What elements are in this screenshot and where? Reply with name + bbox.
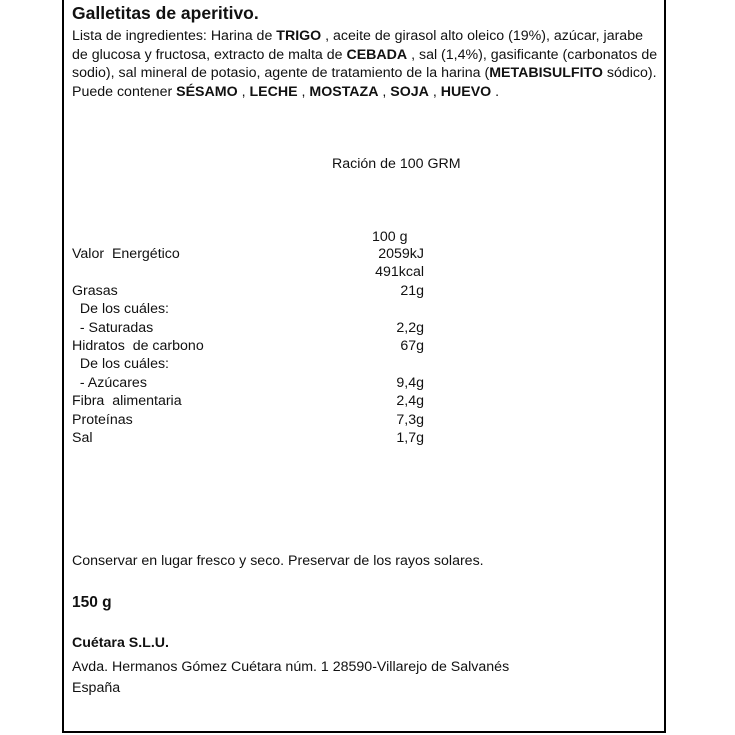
- nutrient-value: 2059kJ: [378, 246, 424, 262]
- allergen: MOSTAZA: [309, 83, 379, 100]
- allergen: HUEVO: [440, 83, 492, 100]
- nutrient-label: De los cuáles:: [72, 301, 169, 318]
- ingredients-text: , aceite de girasol alto oleico (19%), azúcar, jarabe de glucosa y fructosa, extracto de malta de: [72, 28, 643, 63]
- nutrient-value: 2,2g: [396, 319, 424, 336]
- company-name: Cuétara S.L.U.: [72, 635, 169, 651]
- ingredients-text: ,: [428, 83, 441, 100]
- serving-size: Ración de 100 GRM: [332, 156, 461, 172]
- company-address: Avda. Hermanos Gómez Cuétara núm. 1 28590-Villarejo de Salvanés: [72, 659, 510, 675]
- nutrient-label: Hidratos de carbono: [72, 338, 204, 354]
- nutrient-label: Fibra alimentaria: [72, 393, 182, 410]
- nutrition-column-header: 100 g: [372, 229, 408, 245]
- allergen: LECHE: [249, 83, 298, 100]
- nutrient-label: Proteínas: [72, 411, 133, 428]
- nutrient-label: Grasas: [72, 282, 118, 299]
- ingredients-text: ,: [237, 83, 250, 100]
- ingredients-text: sódico). Puede contener: [72, 65, 657, 100]
- nutrient-value: 67g: [400, 338, 424, 354]
- ingredients-text: Lista de ingredientes: Harina de: [72, 28, 277, 44]
- allergen: METABISULFITO: [489, 65, 603, 82]
- allergen: TRIGO: [276, 28, 322, 44]
- nutrient-value: 491kcal: [375, 264, 424, 281]
- nutrient-label: Sal: [72, 430, 93, 446]
- nutrient-value: 7,3g: [396, 411, 424, 428]
- nutrient-value: 9,4g: [396, 374, 424, 391]
- company-country: España: [72, 680, 121, 696]
- nutrient-value: 21g: [400, 282, 424, 299]
- ingredients-list: [72, 27, 662, 101]
- product-title: Galletitas de aperitivo.: [72, 3, 259, 23]
- net-weight: 150 g: [72, 594, 112, 611]
- nutrient-value: 2,4g: [396, 393, 424, 410]
- product-label: [62, 0, 666, 733]
- allergen: SÉSAMO: [176, 83, 238, 100]
- ingredients-text: ,: [378, 83, 391, 100]
- allergen: CEBADA: [346, 46, 408, 63]
- nutrient-label: De los cuáles:: [72, 356, 169, 373]
- ingredients-text: ,: [297, 83, 310, 100]
- storage-instructions: Conservar en lugar fresco y seco. Preservar de los rayos solares.: [72, 553, 484, 569]
- nutrient-label: - Saturadas: [72, 319, 154, 336]
- allergen: SOJA: [390, 83, 429, 100]
- ingredients-text: , sal (1,4%), gasificante (carbonatos de sodio), sal mineral de potasio, agente de tratamiento de la harina (: [72, 46, 658, 82]
- ingredients-text: .: [491, 83, 500, 100]
- nutrient-value: 1,7g: [396, 430, 424, 446]
- nutrient-label: Valor Energético: [72, 246, 180, 262]
- nutrient-label: - Azúcares: [72, 374, 147, 391]
